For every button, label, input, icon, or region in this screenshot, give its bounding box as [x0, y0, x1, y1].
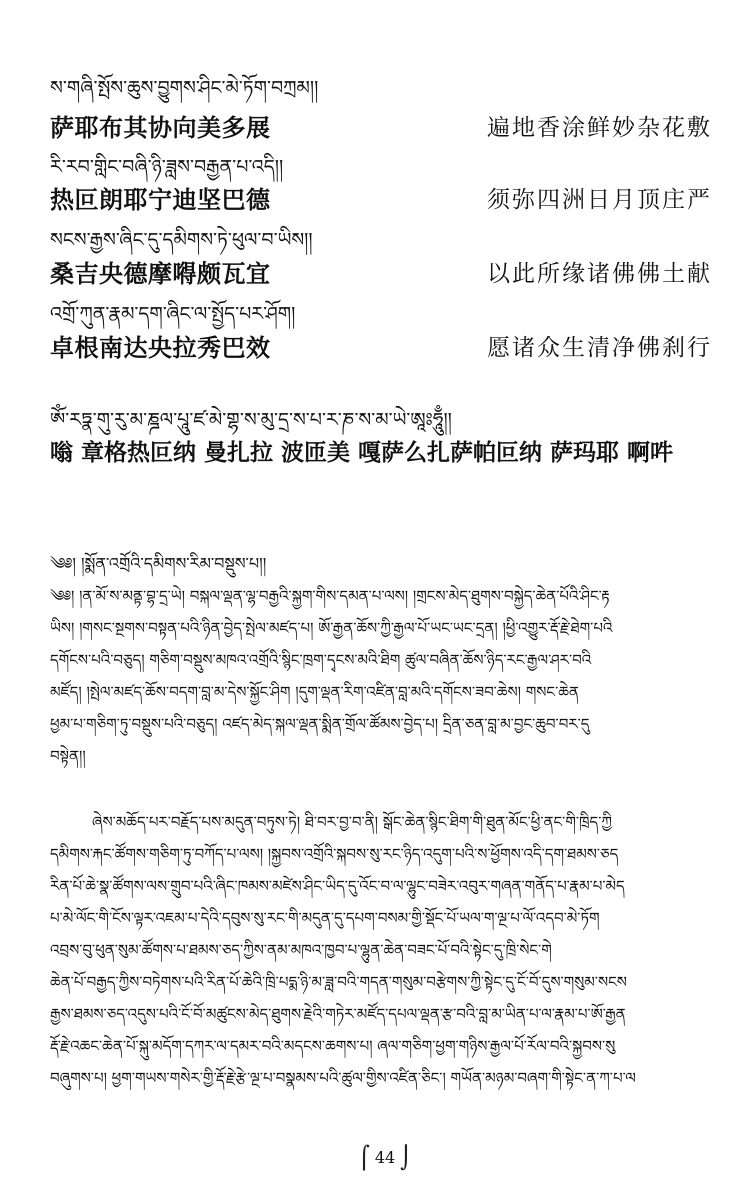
verse-2-tibetan: རི་རབ་གླིང་བཞི་ཉི་ཟླས་བརྒྱན་པ་འདི།། — [50, 156, 284, 178]
verse-3-translation: 以此所缘诸佛佛土献 — [487, 261, 712, 287]
paragraph-line: ཆེན་པོ་བརྒྱད་ཀྱིས་བཏེགས་པའི་རིན་པོ་ཆེའི་ཁྲི་པདྨ་ཉི་མ་ཟླ་བའི་གདན་གསུམ་བརྩེགས་ཀྱི་སྟེང་དུ་ངོ་བོ་དུས་གསུམ་སངས — [50, 973, 627, 991]
paragraph-line: དམིགས་རྐང་ཚོགས་གཅིག་ཏུ་བཀོད་པ་ལས། །སྐྱབས་འགྲོའི་སྐབས་སུ་རང་ཉིད་འདུག་པའི་ས་ཕྱོགས་འདི་དག་ཐམས་ཅད — [50, 845, 619, 863]
mantra-chinese: 嗡 章格热叵纳 曼扎拉 波匝美 嘎萨么扎萨帕叵纳 萨玛耶 啊吽 — [50, 440, 674, 466]
left-ornament-icon: ⌠ — [358, 1146, 370, 1171]
right-ornament-icon: ⌡ — [400, 1146, 412, 1171]
paragraph-line: རྒྱས་ཐམས་ཅད་འདུས་པའི་ངོ་བོ་མཚུངས་མེད་ཐུགས་རྗེའི་གཏེར་མཛོད་དཔལ་ལྡན་རྩ་བའི་བླ་མ་ཡིན་པ་ལ་རྣམ་པ་ཨོ་རྒྱན — [50, 1005, 626, 1023]
verse-1-transliteration: 萨耶布其协向美多展 — [50, 114, 271, 142]
paragraph-line: ཞེས་མཆོད་པར་བརྗོད་པས་མདུན་བཏུས་ཏེ། ཐི་བར་བྱ་བ་ནི། སྒོང་ཆེན་སྙིང་ཐིག་གི་ཐུན་མོང་ཕྱི་ནང་གི་ཁྲིད་ཀྱི — [92, 813, 612, 831]
verse-4-transliteration: 卓根南达央拉秀巴效 — [50, 334, 271, 362]
verse-2-translation: 须弥四洲日月顶庄严 — [487, 187, 712, 213]
paragraph-line: པ་མེ་ལོང་གི་ངོས་ལྟར་འཇམ་པ་དེའི་དབུས་སུ་རང་གི་མདུན་དུ་དཔག་བསམ་གྱི་སྡོང་པོ་ཡལ་ག་ལྔ་པ་ལོ་འདབ་མེ་ཏོག — [50, 909, 600, 927]
verse-3-transliteration: 桑吉央德摩嘚颇瓦宜 — [50, 260, 271, 288]
intro-line: མཛོད། །སྤེལ་མཛད་ཆོས་བདག་བླ་མ་དེས་སྐྱོང་ཤིག །དུག་ལྡན་རིག་འཛིན་བླ་མའི་དགོངས་ཟབ་ཆེས། གསང་ཆེན — [50, 683, 579, 701]
paragraph-line: བཞུགས་པ། ཕྱག་གཡས་གསེར་གྱི་རྡོ་རྗེ་རྩེ་ལྔ་པ་བསྣམས་པའི་ཚུལ་གྱིས་འཛིན་ཅིང་། གཡོན་མཉམ་བཞག་གི་སྟེང་ན་ཀ་པ་ལ — [50, 1069, 636, 1087]
paragraph-line: རིན་པོ་ཆེ་སྣ་ཚོགས་ལས་གྲུབ་པའི་ཞིང་ཁམས་མཛེས་ཤིང་ཡིད་དུ་འོང་བ་ལ་ལྷུང་བཟེར་འབུར་གཞན་གནོད་པ་རྣམ་པ་མེད — [50, 877, 625, 895]
intro-line: བསྟེན།། — [50, 747, 86, 765]
verse-1-tibetan: ས་གཞི་སྤོས་ཆུས་བྱུགས་ཤིང་མེ་ཏོག་བཀྲམ།། — [50, 77, 319, 99]
verse-1-translation: 遍地香涂鲜妙杂花敷 — [487, 115, 712, 141]
intro-line: ༄༅། །ན་མོ་ས་མནྟ་བྷ་དྲ་ཡེ། བསྐལ་ལྡན་ལྷ་བརྒྱའི་སྐྱག་གིས་དམན་པ་ལས། །གྲངས་མེད་ཐུགས་བསྐྱེད་ཆེན་པོའི་ཤིང་རྟ — [50, 587, 610, 605]
verse-2-transliteration: 热叵朗耶宁迪坚巴德 — [50, 186, 271, 214]
intro-line: དགོངས་པའི་བཅུད། གཅིག་བསྡུས་མཁའ་འགྲོའི་སྙིང་ཁྲག་དྭངས་མའི་ཐིག ཚུལ་བཞིན་ཆོས་ཉིད་རང་རྒྱལ་ཤར་བའི — [50, 651, 592, 669]
mantra-tibetan: ཨོཾ་རཏྣ་གུ་རུ་མ་ཎྜལ་པཱུ་ཛ་མེ་གྷ་ས་མུ་དྲ་ས་པ་ར་ཎ་ས་མ་ཡེ་ཨཱཿཧཱུྃ།། — [50, 409, 452, 431]
page-number-value: 44 — [374, 1148, 396, 1167]
page-number — [355, 1146, 415, 1171]
verse-3-tibetan: སངས་རྒྱས་ཞིང་དུ་དམིགས་ཏེ་ཕུལ་བ་ཡིས།། — [50, 229, 313, 251]
section-heading: ༄༅། །སྨོན་འགྲོའི་དམིགས་རིམ་བསྡུས་པ།། — [50, 554, 267, 573]
paragraph-line: འབྲས་བུ་ཕུན་སུམ་ཚོགས་པ་ཐམས་ཅད་ཀྱིས་ནམ་མཁའ་ཁྱབ་པ་ལྷུན་ཆེན་བཟང་པོ་བའི་སྟེང་དུ་ཁྲི་སེང་གེ — [50, 941, 552, 959]
intro-line: ཡིས། །གསང་སྔགས་བསྟན་པའི་ཉིན་བྱེད་སྤེལ་མཛད་པ། ཨོ་རྒྱན་ཆོས་ཀྱི་རྒྱལ་པོ་ཡང་ཡང་དྲན། །ཕྱི་འགྱུར་རྡོ་རྗེ་ཐེག་པའི — [50, 619, 613, 637]
paragraph-line: རྡོ་རྗེ་འཆང་ཆེན་པོ་སྐུ་མདོག་དཀར་ལ་དམར་བའི་མདངས་ཆགས་པ། ཞལ་གཅིག་ཕྱག་གཉིས་རྒྱལ་པོ་རོལ་བའི་སྐྱབས་སུ — [50, 1037, 616, 1055]
verse-4-translation: 愿诸众生清净佛刹行 — [487, 335, 712, 361]
verse-4-tibetan: འགྲོ་ཀུན་རྣམ་དག་ཞིང་ལ་སྤྱོད་པར་ཤོག། — [50, 303, 296, 325]
intro-line: ཕྱམ་པ་གཅིག་ཏུ་བསྡུས་པའི་བཅུད། འཛད་མེད་སྐལ་ལྡན་སྨིན་གྲོལ་ཚོམས་བྱེད་པ། དྲིན་ཅན་བླ་མ་བྱང་ཆུབ་བར་དུ — [50, 715, 590, 733]
